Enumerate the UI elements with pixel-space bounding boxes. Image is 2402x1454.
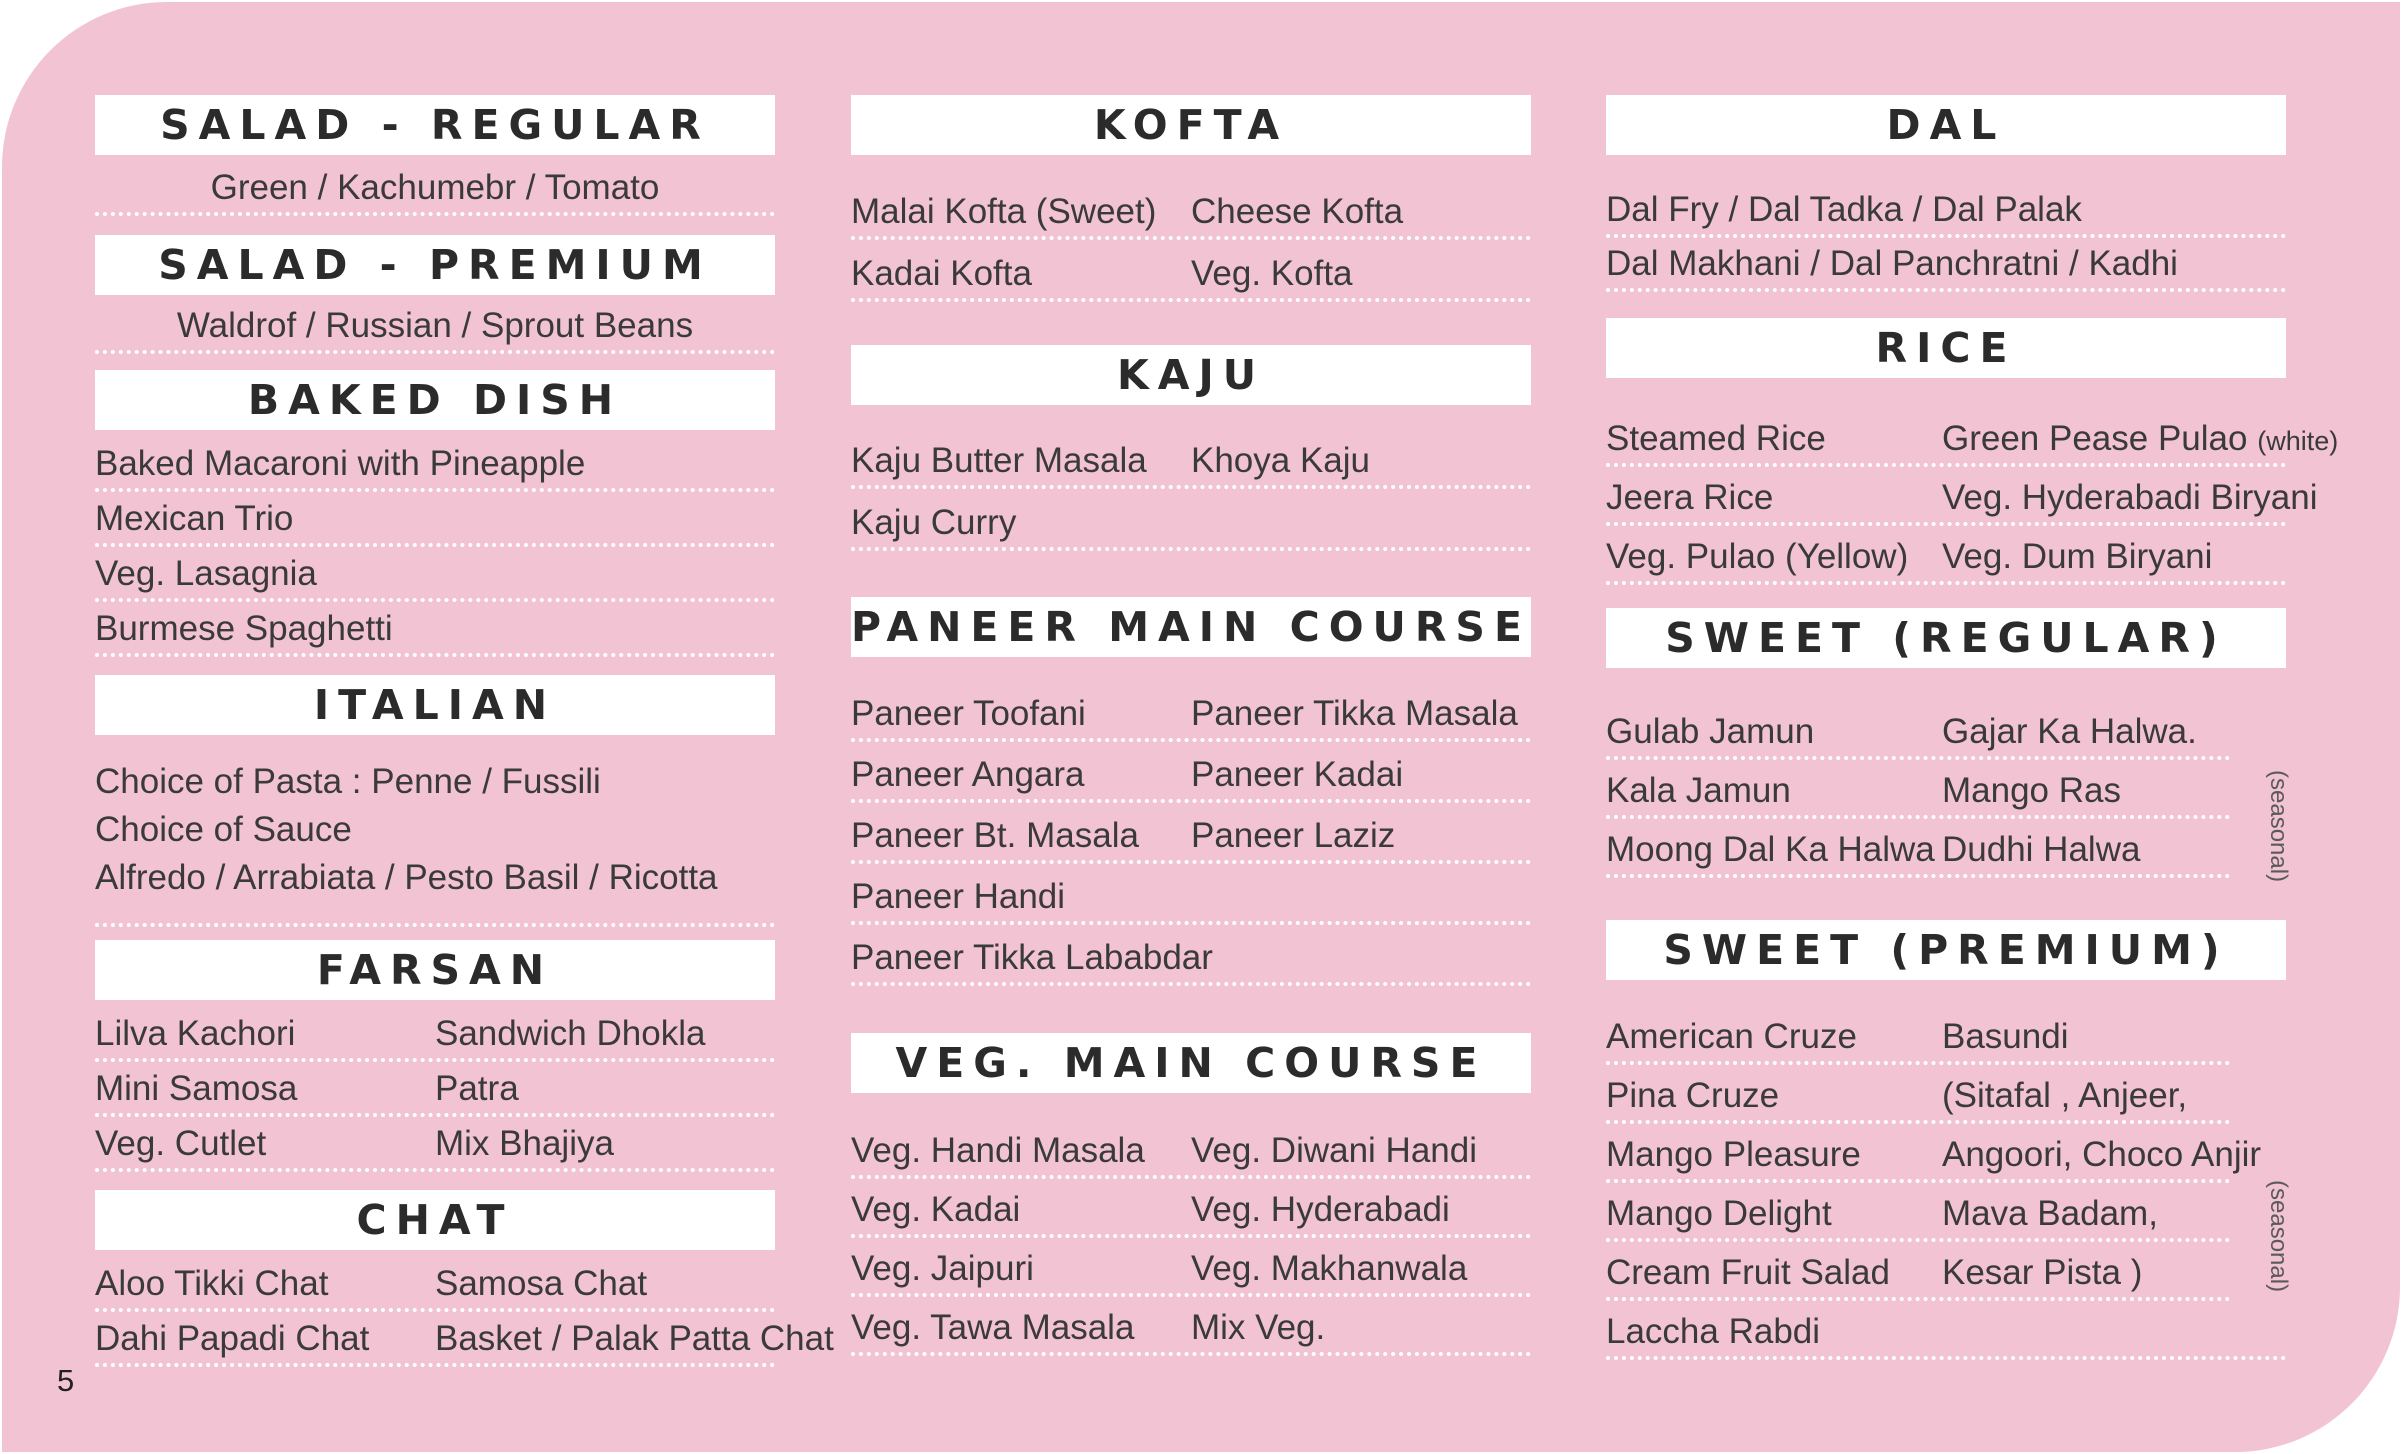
table-row: Veg. Tawa Masala Mix Veg.: [851, 1304, 1531, 1356]
table-row: Mini Samosa Patra: [95, 1065, 775, 1117]
header-salad-regular: SALAD - REGULAR: [95, 95, 775, 155]
table-row: Moong Dal Ka Halwa Dudhi Halwa: [1606, 826, 2230, 878]
header-kofta: KOFTA: [851, 95, 1531, 155]
header-dal: DAL: [1606, 95, 2286, 155]
header-sweet-regular: SWEET (REGULAR): [1606, 608, 2286, 668]
table-row: Veg. Handi Masala Veg. Diwani Handi: [851, 1127, 1531, 1179]
table-row: Paneer Angara Paneer Kadai: [851, 751, 1531, 803]
table-row: Kaju Curry: [851, 499, 1531, 551]
dal-line: Dal Fry / Dal Tadka / Dal Palak: [1606, 186, 2286, 238]
list-item: Baked Macaroni with Pineapple: [95, 440, 775, 492]
table-row: Pina Cruze (Sitafal , Anjeer,: [1606, 1072, 2230, 1124]
table-row: Paneer Bt. Masala Paneer Laziz: [851, 812, 1531, 864]
salad-regular-line: Green / Kachumebr / Tomato: [95, 164, 775, 216]
table-row: Dahi Papadi Chat Basket / Palak Patta Chat: [95, 1315, 775, 1367]
table-row: Veg. Pulao (Yellow) Veg. Dum Biryani: [1606, 533, 2286, 585]
italian-line: Choice of Pasta : Penne / Fussili: [95, 762, 601, 801]
table-row: Paneer Toofani Paneer Tikka Masala: [851, 690, 1531, 742]
table-row: Lilva Kachori Sandwich Dhokla: [95, 1010, 775, 1062]
italian-line: Choice of Sauce: [95, 810, 352, 849]
header-chat: CHAT: [95, 1190, 775, 1250]
rice-pulao-cell: Green Pease Pulao (white): [1942, 419, 2339, 458]
table-row: Veg. Kadai Veg. Hyderabadi: [851, 1186, 1531, 1238]
table-row: Steamed Rice Green Pease Pulao (white): [1606, 415, 2286, 467]
table-row: Kaju Butter Masala Khoya Kaju: [851, 437, 1531, 489]
italian-lines: [95, 758, 775, 927]
page-number: 5: [57, 1363, 75, 1398]
table-row: Paneer Handi: [851, 873, 1531, 925]
table-row: Veg. Cutlet Mix Bhajiya: [95, 1120, 775, 1172]
list-item: Mexican Trio: [95, 495, 775, 547]
list-item: Burmese Spaghetti: [95, 605, 775, 657]
seasonal-note: (seasonal): [2265, 770, 2292, 883]
header-farsan: FARSAN: [95, 940, 775, 1000]
table-row: Malai Kofta (Sweet) Cheese Kofta: [851, 188, 1531, 240]
header-baked-dish: BAKED DISH: [95, 370, 775, 430]
italian-line: Alfredo / Arrabiata / Pesto Basil / Ricotta: [95, 858, 718, 897]
table-row: Laccha Rabdi: [1606, 1308, 2286, 1360]
header-salad-premium: SALAD - PREMIUM: [95, 235, 775, 295]
seasonal-note: (seasonal): [2265, 1180, 2292, 1293]
header-veg-main-course: VEG. MAIN COURSE: [851, 1033, 1531, 1093]
table-row: Veg. Jaipuri Veg. Makhanwala: [851, 1245, 1531, 1297]
table-row: Kadai Kofta Veg. Kofta: [851, 250, 1531, 302]
dal-line: Dal Makhani / Dal Panchratni / Kadhi: [1606, 240, 2286, 292]
header-italian: ITALIAN: [95, 675, 775, 735]
header-rice: RICE: [1606, 318, 2286, 378]
table-row: Cream Fruit Salad Kesar Pista ): [1606, 1249, 2230, 1301]
table-row: American Cruze Basundi: [1606, 1013, 2230, 1065]
table-row: Mango Delight Mava Badam,: [1606, 1190, 2230, 1242]
table-row: Gulab Jamun Gajar Ka Halwa.: [1606, 708, 2230, 760]
list-item: Veg. Lasagnia: [95, 550, 775, 602]
header-sweet-premium: SWEET (PREMIUM): [1606, 920, 2286, 980]
salad-premium-line: Waldrof / Russian / Sprout Beans: [95, 302, 775, 354]
header-kaju: KAJU: [851, 345, 1531, 405]
table-row: Mango Pleasure Angoori, Choco Anjir: [1606, 1131, 2230, 1183]
table-row: Paneer Tikka Lababdar: [851, 934, 1531, 986]
header-paneer-main-course: PANEER MAIN COURSE: [851, 597, 1531, 657]
table-row: Jeera Rice Veg. Hyderabadi Biryani: [1606, 474, 2286, 526]
table-row: Aloo Tikki Chat Samosa Chat: [95, 1260, 775, 1312]
table-row: Kala Jamun Mango Ras: [1606, 767, 2230, 819]
